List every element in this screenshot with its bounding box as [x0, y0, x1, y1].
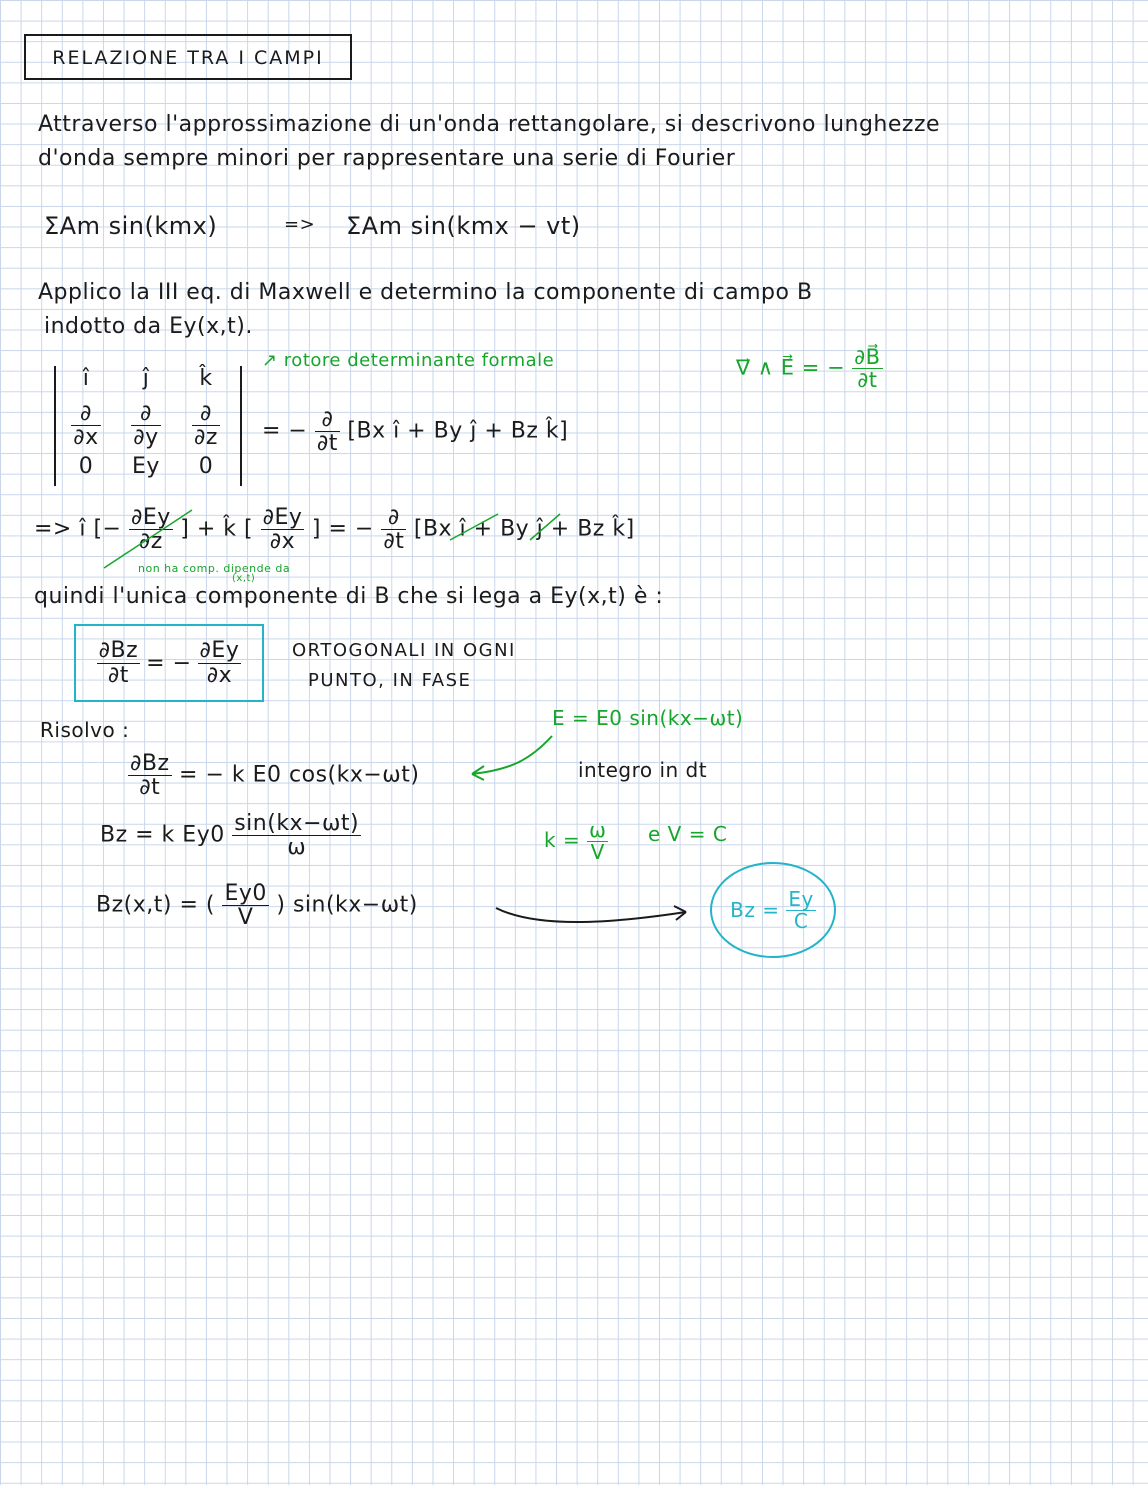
boxed-den1: ∂t	[107, 662, 129, 688]
k-num: ω	[589, 818, 607, 842]
integrate-note: integro in dt	[578, 758, 708, 782]
dbz-rhs: = − k E0 cos(kx−ωt)	[179, 762, 420, 788]
boxed-num1: ∂Bz	[98, 638, 139, 664]
expanded-num1: ∂Ey	[130, 505, 171, 530]
expanded-num2: ∂Ey	[262, 505, 303, 530]
bz-num: sin(kx−ωt)	[234, 811, 360, 836]
bzxt-rhs: ) sin(kx−ωt)	[276, 892, 418, 918]
boxed-eq-sign: = −	[146, 650, 192, 676]
expanded-num3: ∂	[381, 506, 406, 530]
k-lhs: k =	[544, 828, 581, 852]
det-d-num: ∂	[131, 402, 160, 426]
curl-note: ↗ rotore determinante formale	[262, 350, 555, 371]
expanded-note: non ha comp. dipende da	[138, 562, 291, 575]
bz-lhs: Bz = k Ey0	[100, 822, 225, 848]
det-cell-0-a: 0	[78, 454, 94, 479]
v-equals-c: e V = C	[648, 822, 728, 846]
det-result-prefix: = −	[262, 418, 308, 444]
det-cell-j: ĵ	[142, 366, 150, 391]
solve-label: Risolvo :	[40, 718, 130, 742]
orthogonal-line-1: ORTOGONALI IN OGNI	[292, 640, 516, 661]
det-dz: ∂z	[194, 425, 218, 451]
expanded-mid: ] + k̂ [	[180, 516, 254, 542]
result-lhs: Bz =	[730, 898, 780, 922]
only-component-sentence: quindi l'unica componente di B che si lega a Ey(x,t) è :	[34, 584, 664, 609]
curl-num: ∂B⃗	[854, 345, 881, 369]
result-num: Ey	[788, 886, 814, 911]
e-field-definition: E = E0 sin(kx−ωt)	[552, 706, 744, 730]
page-title: RELAZIONE TRA I CAMPI	[24, 34, 352, 80]
implies-arrow: =>	[284, 214, 316, 235]
det-cell-0-b: 0	[198, 454, 214, 479]
det-result-den: ∂t	[316, 431, 338, 457]
expanded-den1: ∂z	[138, 529, 163, 555]
strike-by	[530, 514, 560, 540]
boxed-num2: ∂Ey	[199, 638, 240, 664]
bz-den: ω	[287, 835, 307, 861]
dbz-num: ∂Bz	[130, 751, 170, 776]
expanded-eq: ] = −	[311, 516, 374, 542]
strike-bx	[450, 514, 498, 540]
det-dy: ∂y	[133, 425, 159, 451]
intro-line-1: Attraverso l'approssimazione di un'onda rettangolare, si descrivono lunghezze	[38, 112, 941, 137]
bzxt-lhs: Bz(x,t) = (	[96, 892, 215, 918]
strike-dey-dz	[104, 510, 192, 568]
result-den: C	[793, 908, 809, 933]
dbz-den: ∂t	[139, 775, 161, 801]
det-cell-i: î	[82, 366, 90, 391]
det-d-num: ∂	[192, 402, 220, 426]
orthogonal-line-2: PUNTO, IN FASE	[308, 670, 472, 691]
expanded-tail: [Bx î + By ĵ + Bz k̂]	[413, 516, 635, 542]
expanded-note-sub: (x,t)	[232, 573, 256, 584]
curl-lhs: ∇⃗ ∧ E⃗ = −	[736, 355, 846, 380]
expanded-den2: ∂x	[269, 529, 296, 555]
boxed-den2: ∂x	[206, 662, 233, 688]
fourier-series-travelling: ΣAm sin(kmx − vt)	[346, 212, 581, 240]
curl-den: ∂t	[857, 368, 878, 393]
det-d-num: ∂	[71, 402, 100, 426]
det-cell-k: k̂	[199, 366, 213, 391]
det-result-tail: [Bx î + By ĵ + Bz k̂]	[347, 418, 569, 444]
intro-line-2: d'onda sempre minori per rappresentare una serie di Fourier	[38, 146, 736, 171]
det-result-num: ∂	[315, 408, 340, 432]
fourier-series-static: ΣAm sin(kmx)	[44, 212, 218, 240]
k-den: V	[590, 840, 605, 864]
expanded-den3: ∂t	[383, 529, 405, 555]
maxwell-line-1: Applico la III eq. di Maxwell e determino la componente di campo B	[38, 280, 813, 305]
bzxt-num: Ey0	[224, 881, 267, 906]
black-arrow-line	[496, 908, 686, 922]
maxwell-line-2: indotto da Ey(x,t).	[44, 314, 253, 339]
bzxt-den: V	[237, 905, 254, 931]
det-dx: ∂x	[73, 425, 99, 451]
green-arrow-line	[472, 736, 552, 774]
expanded-lead: => î [−	[34, 516, 122, 542]
det-cell-ey: Ey	[132, 454, 160, 479]
